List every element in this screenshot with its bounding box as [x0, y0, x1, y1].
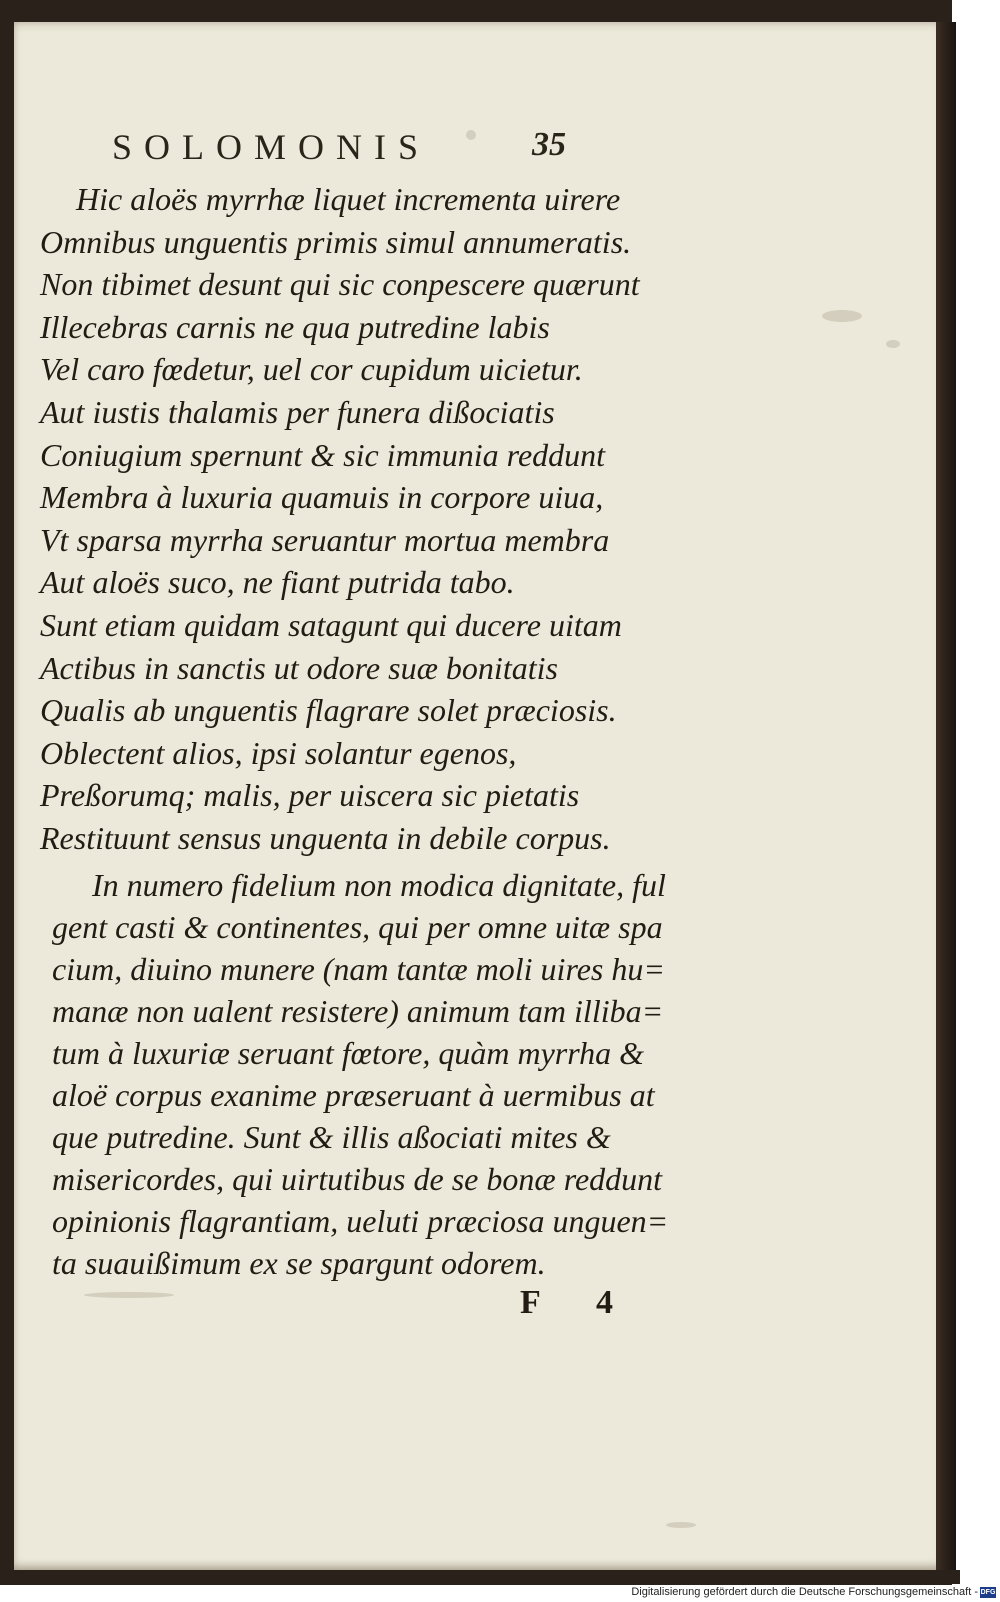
- verse-line: Restituunt sensus unguenta in debile corpus.: [40, 819, 611, 856]
- paper-speck: [466, 130, 476, 140]
- prose-line: gent casti & continentes, qui per omne uitæ spa: [52, 909, 663, 945]
- verse-line: Oblectent alios, ipsi solantur egenos,: [40, 734, 517, 771]
- verse-line: Actibus in sanctis ut odore suæ bonitatis: [40, 649, 558, 686]
- prose-line: que putredine. Sunt & illis aßociati mites &: [52, 1119, 611, 1155]
- running-title: SOLOMONIS: [112, 127, 431, 167]
- verse-line: Aut iustis thalamis per funera dißociatis: [40, 393, 555, 430]
- paper-speck: [886, 340, 900, 348]
- verse-line: Aut aloës suco, ne fiant putrida tabo.: [40, 564, 515, 601]
- verse-line: Qualis ab unguentis flagrare solet præciosis.: [40, 692, 617, 729]
- signature-mark: F 4: [520, 1284, 638, 1321]
- verse-line: Omnibus unguentis primis simul annumeratis.: [40, 223, 632, 260]
- prose-paragraph: [52, 864, 669, 1284]
- verse-line: Illecebras carnis ne qua putredine labis: [40, 308, 550, 345]
- prose-line: In numero fidelium non modica dignitate, ful: [92, 867, 666, 903]
- verse-line: Vel caro fœdetur, uel cor cupidum uicietur.: [40, 351, 583, 388]
- digitization-credit: Digitalisierung gefördert durch die Deutsche Forschungsgemeinschaft -: [631, 1586, 978, 1598]
- prose-line: opinionis flagrantiam, ueluti præciosa unguen=: [52, 1203, 669, 1239]
- verse-line: Membra à luxuria quamuis in corpore uiua,: [40, 479, 604, 516]
- prose-line: cium, diuino munere (nam tantæ moli uires hu=: [52, 951, 665, 987]
- verse-block: [40, 178, 680, 860]
- page-number: 35: [532, 126, 566, 163]
- paper-speck: [666, 1522, 696, 1528]
- prose-line: aloë corpus exanime præseruant à uermibus at: [52, 1077, 655, 1113]
- verse-line: Vt sparsa myrrha seruantur mortua membra: [40, 521, 610, 558]
- paper-speck: [822, 310, 862, 322]
- prose-line: manæ non ualent resistere) animum tam illiba=: [52, 993, 664, 1029]
- prose-line: tum à luxuriæ seruant fœtore, quàm myrrha &: [52, 1035, 645, 1071]
- page-edge: [936, 22, 956, 1570]
- verse-line: Coniugium spernunt & sic immunia reddunt: [40, 436, 606, 473]
- verse-line: Sunt etiam quidam satagunt qui ducere uitam: [40, 606, 622, 643]
- verse-line: Preßorumq; malis, per uiscera sic pietatis: [40, 777, 580, 814]
- verse-line: Non tibimet desunt qui sic conpescere quærunt: [40, 266, 640, 303]
- dfg-logo-icon: DFG: [980, 1589, 996, 1596]
- prose-line: misericordes, qui uirtutibus de se bonæ reddunt: [52, 1161, 663, 1197]
- verse-line: Hic aloës myrrhæ liquet incrementa uirere: [76, 181, 621, 217]
- bottom-edge: [0, 1570, 960, 1584]
- paper-speck: [84, 1292, 174, 1298]
- prose-line: ta suauißimum ex se spargunt odorem.: [52, 1245, 546, 1281]
